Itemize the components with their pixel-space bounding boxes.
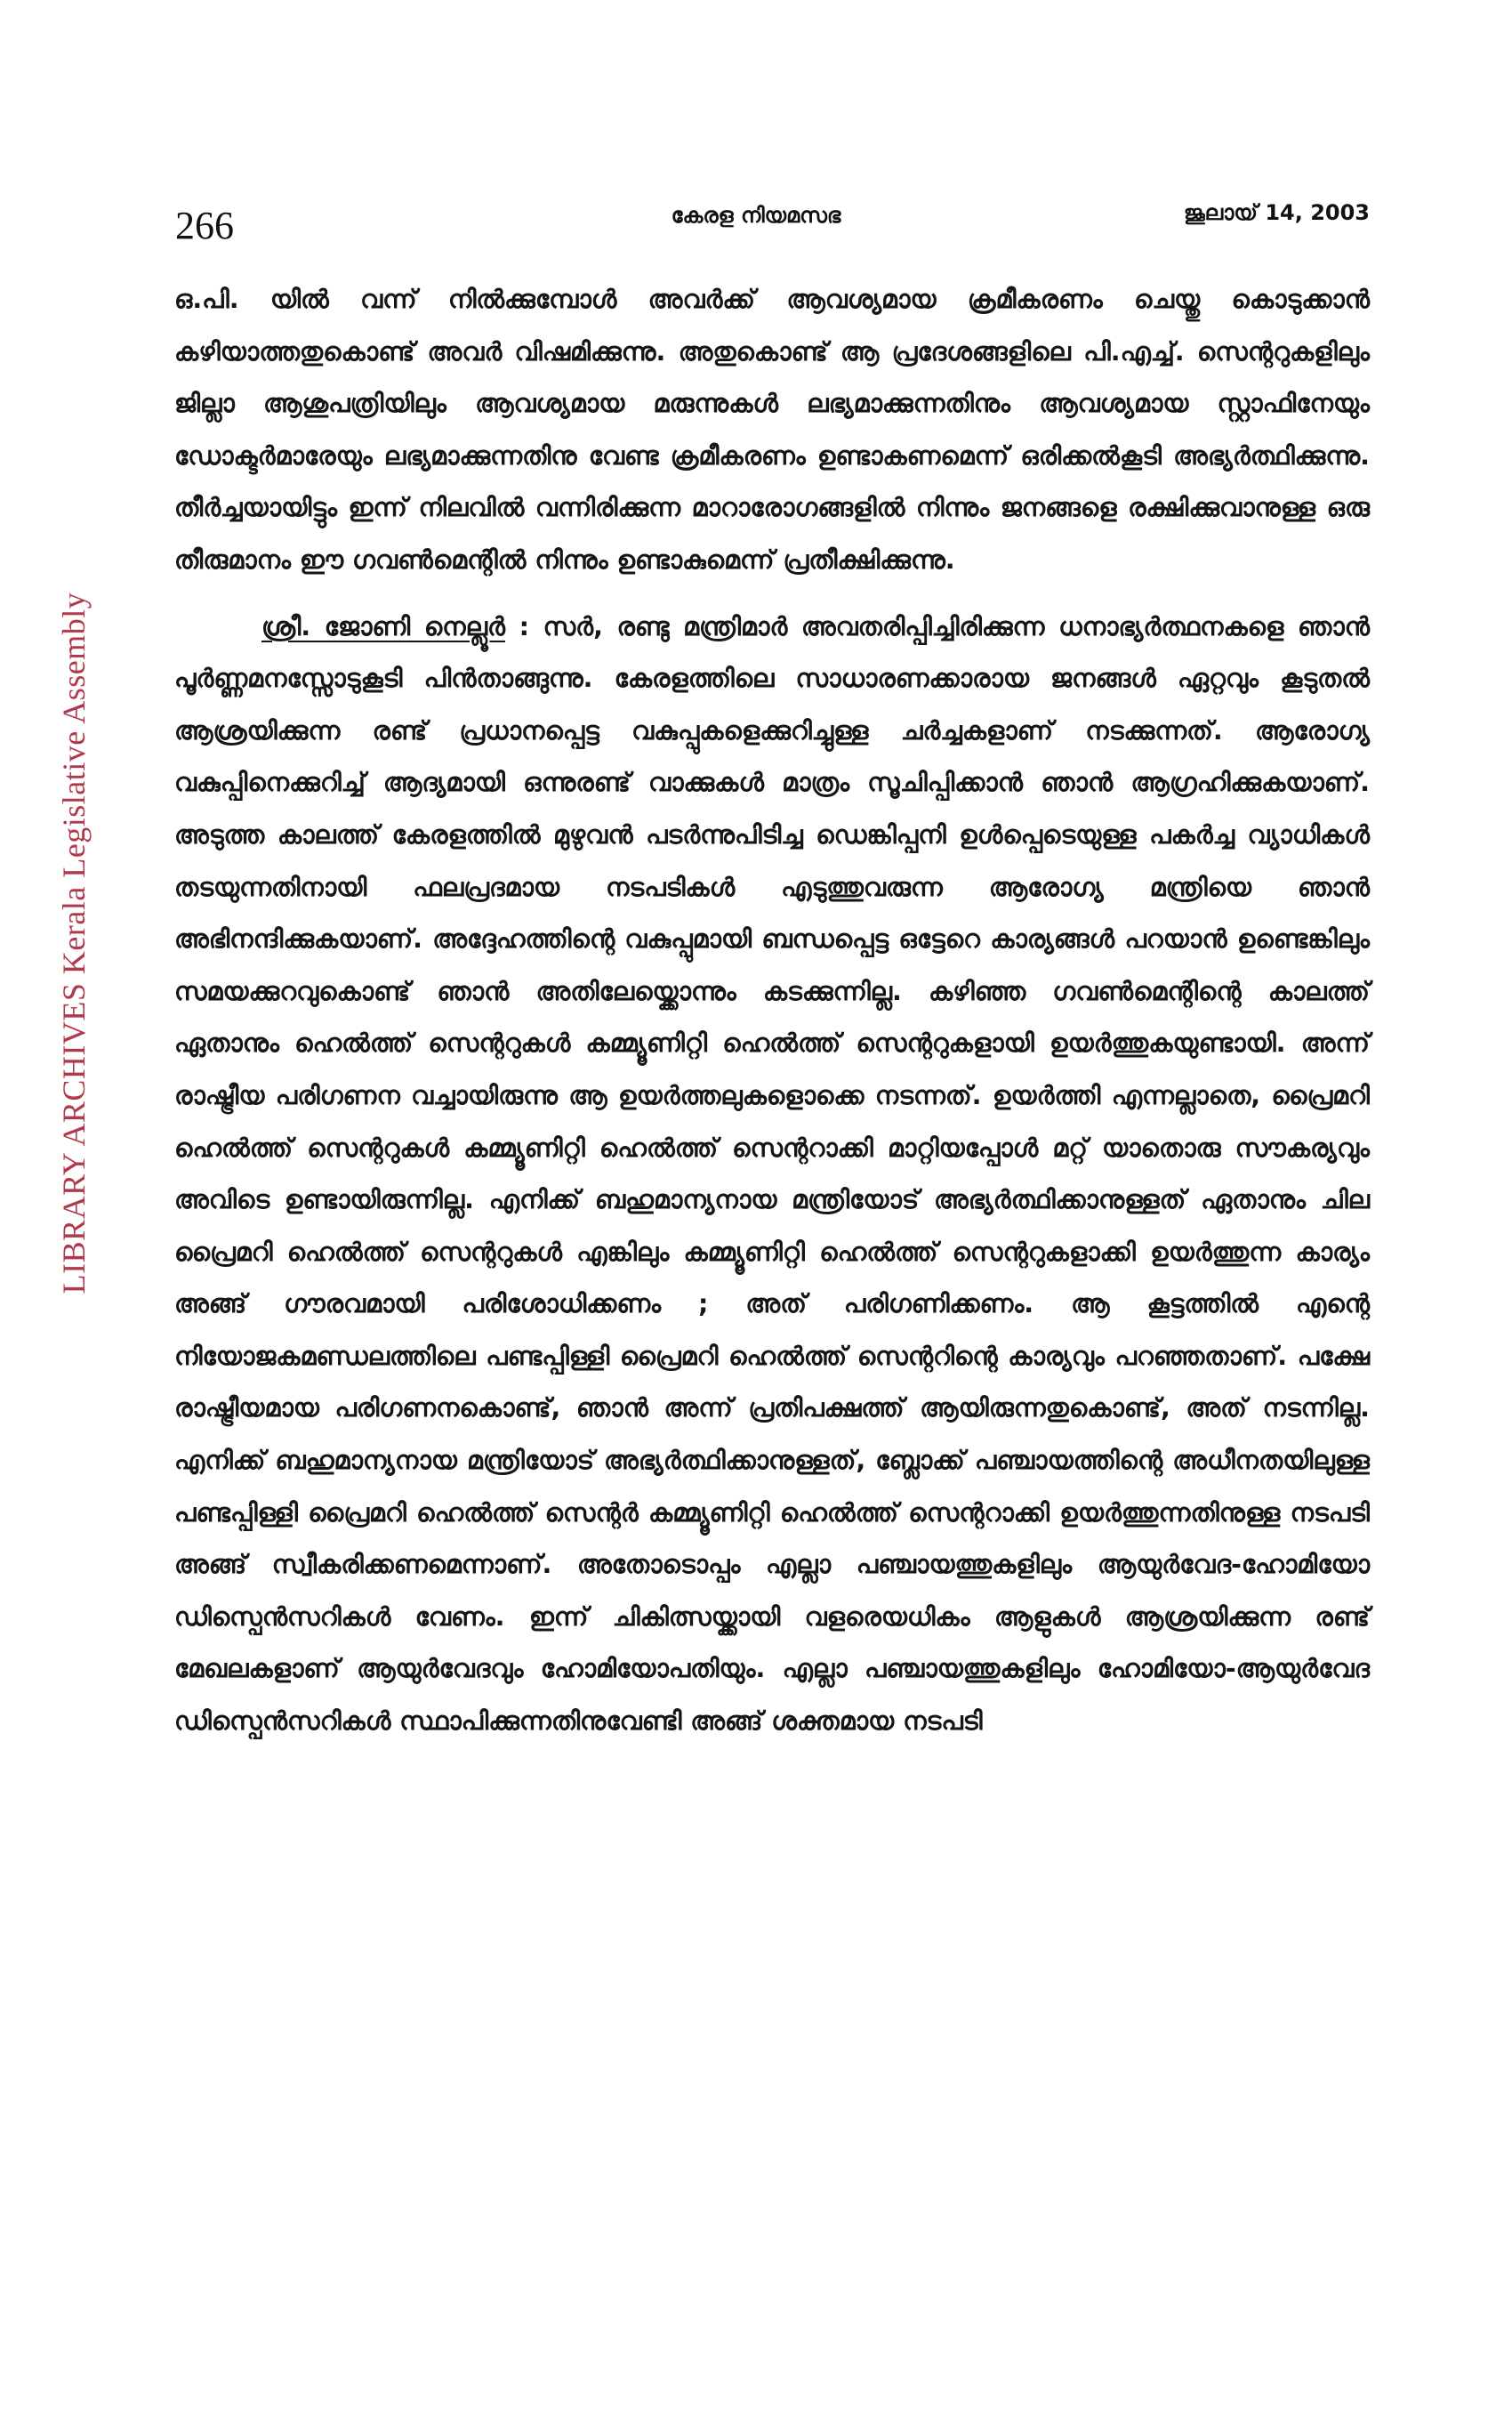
speech-paragraph	[174, 601, 1370, 1748]
paragraph-continuation: ഒ.പി. യിൽ വന്ന് നിൽക്കുമ്പോൾ അവർക്ക് ആവശ്യമായ ക്രമീകരണം ചെയ്തു കൊടുക്കാൻ കഴിയാത്തതുകൊണ്ട് അവർ വിഷമിക്കുന്നു. അതുകൊണ്ട് ആ പ്രദേശങ്ങളിലെ പി.എച്ച്. സെന്ററുകളിലും ജില്ലാ ആശുപത്രിയിലും ആവശ്യമായ മരുന്നുകൾ ലഭ്യമാക്കുന്നതിനും ആവശ്യമായ സ്റ്റാഫിനേയും ഡോക്ടർമാരേയും ലഭ്യമാക്കുന്നതിനു വേണ്ട ക്രമീകരണം ഉണ്ടാകണമെന്ന് ഒരിക്കൽകൂടി അഭ്യർത്ഥിക്കുന്നു. തീർച്ചയായിട്ടും ഇന്ന് നിലവിൽ വന്നിരിക്കുന്ന മാറാരോഗങ്ങളിൽ നിന്നും ജനങ്ങളെ രക്ഷിക്കുവാനുള്ള ഒരു തീരുമാനം ഈ ഗവൺമെന്റിൽ നിന്നും ഉണ്ടാകുമെന്ന് പ്രതീക്ഷിക്കുന്നു.	[174, 285, 1370, 575]
archive-watermark: LIBRARY ARCHIVES Kerala Legislative Assembly	[56, 592, 92, 1294]
page-number: 266	[175, 204, 234, 247]
page-date: ജൂലായ് 14, 2003	[1183, 200, 1370, 225]
running-title: കേരള നിയമസഭ	[671, 203, 841, 228]
speaker-name: ശ്രീ. ജോണി നെല്ലൂർ	[261, 611, 505, 641]
body-text	[174, 274, 1370, 1748]
speech-text: : സർ, രണ്ടു മന്ത്രിമാർ അവതരിപ്പിച്ചിരിക്കുന്ന ധനാഭ്യർത്ഥനകളെ ഞാൻ പൂർണ്ണമനസ്സോടുകൂടി പിൻതാങ്ങുന്നു. കേരളത്തിലെ സാധാരണക്കാരായ ജനങ്ങൾ ഏറ്റവും കൂടുതൽ ആശ്രയിക്കുന്ന രണ്ട് പ്രധാനപ്പെട്ട വകുപ്പുകളെക്കുറിച്ചുള്ള ചർച്ചകളാണ് നടക്കുന്നത്. ആരോഗ്യ വകുപ്പിനെക്കുറിച്ച് ആദ്യമായി ഒന്നുരണ്ട് വാക്കുകൾ മാത്രം സൂചിപ്പിക്കാൻ ഞാൻ ആഗ്രഹിക്കുകയാണ്. അടുത്ത കാലത്ത് കേരളത്തിൽ മുഴുവൻ പടർന്നുപിടിച്ച ഡെങ്കിപ്പനി ഉൾപ്പെടെയുള്ള പകർച്ച വ്യാധികൾ തടയുന്നതിനായി ഫലപ്രദമായ നടപടികൾ എടുത്തുവരുന്ന ആരോഗ്യ മന്ത്രിയെ ഞാൻ അഭിനന്ദിക്കുകയാണ്. അദ്ദേഹത്തിന്റെ വകുപ്പുമായി ബന്ധപ്പെട്ട ഒട്ടേറെ കാര്യങ്ങൾ പറയാൻ ഉണ്ടെങ്കിലും സമയക്കുറവുകൊണ്ട് ഞാൻ അതിലേയ്ക്കൊന്നും കടക്കുന്നില്ല. കഴിഞ്ഞ ഗവൺമെന്റിന്റെ കാലത്ത് ഏതാനും ഹെൽത്ത് സെന്ററുകൾ കമ്മ്യൂണിറ്റി ഹെൽത്ത് സെന്ററുകളായി ഉയർത്തുകയുണ്ടായി. അന്ന് രാഷ്ട്രീയ പരിഗണന വച്ചായിരുന്നു ആ ഉയർത്തലുകളൊക്കെ നടന്നത്. ഉയർത്തി എന്നല്ലാതെ, പ്രൈമറി ഹെൽത്ത് സെന്ററുകൾ കമ്മ്യൂണിറ്റി ഹെൽത്ത് സെന്ററാക്കി മാറ്റിയപ്പോൾ മറ്റ് യാതൊരു സൗകര്യവും അവിടെ ഉണ്ടായിരുന്നില്ല. എനിക്ക് ബഹുമാന്യനായ മന്ത്രിയോട് അഭ്യർത്ഥിക്കാനുള്ളത് ഏതാനും ചില പ്രൈമറി ഹെൽത്ത് സെന്ററുകൾ എങ്കിലും കമ്മ്യൂണിറ്റി ഹെൽത്ത് സെന്ററുകളാക്കി ഉയർത്തുന്ന കാര്യം അങ്ങ് ഗൗരവമായി പരിശോധിക്കണം ; അത് പരിഗണിക്കണം. ആ കൂട്ടത്തിൽ എന്റെ നിയോജകമണ്ഡലത്തിലെ പണ്ടപ്പിള്ളി പ്രൈമറി ഹെൽത്ത് സെന്ററിന്റെ കാര്യവും പറഞ്ഞതാണ്. പക്ഷേ രാഷ്ട്രീയമായ പരിഗണനകൊണ്ട്, ഞാൻ അന്ന് പ്രതിപക്ഷത്ത് ആയിരുന്നതുകൊണ്ട്, അത് നടന്നില്ല. എനിക്ക് ബഹുമാന്യനായ മന്ത്രിയോട് അഭ്യർത്ഥിക്കാനുള്ളത്, ബ്ലോക്ക് പഞ്ചായത്തിന്റെ അധീനതയിലുള്ള പണ്ടപ്പിള്ളി പ്രൈമറി ഹെൽത്ത് സെന്റർ കമ്മ്യൂണിറ്റി ഹെൽത്ത് സെന്ററാക്കി ഉയർത്തുന്നതിനുള്ള നടപടി അങ്ങ് സ്വീകരിക്കണമെന്നാണ്. അതോടൊപ്പം എല്ലാ പഞ്ചായത്തുകളിലും ആയുർവേദ-ഹോമിയോ ഡിസ്പെൻസറികൾ വേണം. ഇന്ന് ചികിത്സയ്ക്കായി വളരെയധികം ആളുകൾ ആശ്രയിക്കുന്ന രണ്ട് മേഖലകളാണ് ആയുർവേദവും ഹോമിയോപതിയും. എല്ലാ പഞ്ചായത്തുകളിലും ഹോമിയോ-ആയുർവേദ ഡിസ്പെൻസറികൾ സ്ഥാപിക്കുന്നതിനുവേണ്ടി അങ്ങ് ശക്തമായ നടപടി	[174, 611, 1370, 1737]
